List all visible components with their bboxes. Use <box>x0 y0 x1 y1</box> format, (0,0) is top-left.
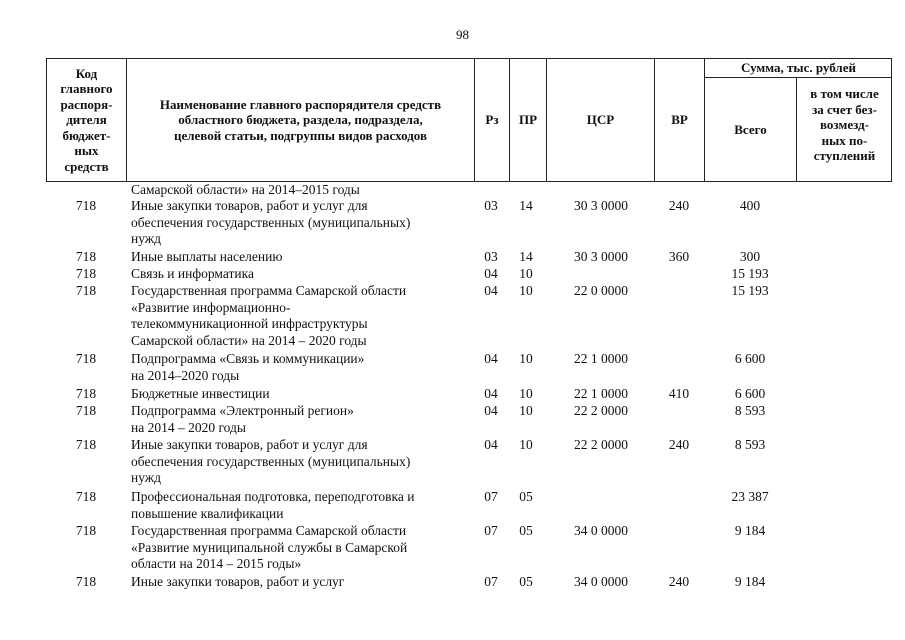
row-code: 718 <box>75 489 97 504</box>
row-rz: 04 <box>484 351 498 366</box>
row-name <box>131 386 473 403</box>
row-code: 718 <box>75 283 97 298</box>
header-name <box>127 59 474 181</box>
row-sum: 300 <box>739 249 761 264</box>
row-rz: 04 <box>484 283 498 298</box>
row-name <box>131 249 473 266</box>
header-rz: Рз <box>485 112 499 128</box>
row-sum: 9 184 <box>734 523 766 538</box>
header-code-line: дителя <box>66 112 107 128</box>
row-csr: 22 0 0000 <box>574 283 628 298</box>
row-pr: 14 <box>519 198 533 213</box>
header-free-line: ступлений <box>813 148 876 163</box>
row-name <box>131 283 473 349</box>
row-pr: 10 <box>519 283 533 298</box>
header-name-line: целевой статьи, подгруппы видов расходов <box>173 127 427 143</box>
row-name-line: Подпрограмма «Связь и коммуникации» <box>131 351 365 366</box>
header-total: Всего <box>734 121 767 137</box>
row-name-line: нужд <box>131 231 161 246</box>
row-pr: 10 <box>519 266 533 281</box>
row-name-line: Подпрограмма «Электронный регион» <box>131 403 354 418</box>
row-vr: 410 <box>668 386 690 401</box>
row-rz: 04 <box>484 386 498 401</box>
row-code: 718 <box>75 574 97 589</box>
header-vr: ВР <box>671 112 688 128</box>
row-pr: 05 <box>519 523 533 538</box>
row-pr: 10 <box>519 403 533 418</box>
row-vr: 240 <box>668 198 690 213</box>
row-name-line: области на 2014 – 2015 годы» <box>131 556 302 571</box>
header-free-line: ных по- <box>821 132 868 148</box>
row-rz: 04 <box>484 437 498 452</box>
row-name-line: Государственная программа Самарской области <box>131 283 407 298</box>
row-name <box>131 182 473 199</box>
row-sum: 9 184 <box>734 574 766 589</box>
row-rz: 07 <box>484 574 498 589</box>
row-name-line: повышение квалификации <box>131 505 284 521</box>
header-free <box>797 78 892 181</box>
row-name-line: Иные закупки товаров, работ и услуг для <box>131 198 368 213</box>
header-sum-group: Сумма, тыс. рублей <box>741 60 856 76</box>
row-name-line: Бюджетные инвестиции <box>131 386 270 401</box>
header-code-line: главного <box>60 81 113 97</box>
row-csr: 30 3 0000 <box>574 198 628 213</box>
row-csr: 22 2 0000 <box>574 403 628 418</box>
row-name-line: обеспечения государственных (муниципальных) <box>131 453 411 469</box>
row-csr: 22 1 0000 <box>574 386 628 401</box>
row-sum: 6 600 <box>734 386 766 401</box>
row-name <box>131 523 473 573</box>
row-pr: 10 <box>519 437 533 452</box>
row-name-line: Связь и информатика <box>131 266 254 281</box>
row-code: 718 <box>75 351 97 366</box>
row-name-line: нужд <box>131 470 161 485</box>
row-sum: 15 193 <box>731 266 769 281</box>
row-pr: 14 <box>519 249 533 264</box>
row-name-line: Самарской области» на 2014 – 2020 годы <box>131 332 367 348</box>
row-name-line: телекоммуникационной инфраструктуры <box>131 316 368 331</box>
table-header <box>46 58 892 182</box>
row-sum: 400 <box>739 198 761 213</box>
row-sum: 8 593 <box>734 437 766 452</box>
row-name <box>131 574 473 591</box>
row-pr: 05 <box>519 489 533 504</box>
row-csr: 30 3 0000 <box>574 249 628 264</box>
header-free-line: возмезд- <box>820 117 869 132</box>
row-csr: 34 0 0000 <box>574 523 628 538</box>
row-pr: 05 <box>519 574 533 589</box>
row-name <box>131 351 473 384</box>
row-rz: 07 <box>484 489 498 504</box>
row-name <box>131 489 473 522</box>
row-name-line: Государственная программа Самарской области <box>131 523 407 538</box>
page-number: 98 <box>456 27 469 42</box>
row-name-line: «Развитие информационно- <box>131 299 291 315</box>
row-name-line: на 2014–2020 годы <box>131 367 240 383</box>
row-name-line: обеспечения государственных (муниципальных) <box>131 214 411 230</box>
header-code-line: бюджет- <box>62 127 111 143</box>
header-name-line: Наименование главного распорядителя средств <box>159 96 442 112</box>
row-rz: 03 <box>484 249 498 264</box>
row-name <box>131 266 473 283</box>
row-csr: 34 0 0000 <box>574 574 628 589</box>
row-rz: 07 <box>484 523 498 538</box>
row-name-line: на 2014 – 2020 годы <box>131 419 246 435</box>
header-code-line: средств <box>64 158 109 174</box>
row-code: 718 <box>75 403 97 418</box>
row-csr: 22 1 0000 <box>574 351 628 366</box>
row-sum: 6 600 <box>734 351 766 366</box>
row-name <box>131 437 473 487</box>
row-name-line: Иные закупки товаров, работ и услуг <box>131 574 345 589</box>
row-rz: 04 <box>484 403 498 418</box>
row-pr: 10 <box>519 351 533 366</box>
row-vr: 240 <box>668 437 690 452</box>
header-pr: ПР <box>518 112 538 128</box>
row-code: 718 <box>75 249 97 264</box>
row-rz: 03 <box>484 198 498 213</box>
row-name <box>131 198 473 248</box>
row-code: 718 <box>75 523 97 538</box>
row-code: 718 <box>75 386 97 401</box>
header-name-line: областного бюджета, раздела, подраздела, <box>178 112 423 128</box>
row-vr: 360 <box>668 249 690 264</box>
row-name <box>131 403 473 436</box>
header-code-line: Код <box>75 65 98 81</box>
header-free-line: в том числе <box>810 86 879 101</box>
row-name-line: Иные выплаты населению <box>131 249 283 264</box>
row-sum: 15 193 <box>731 283 769 298</box>
row-csr: 22 2 0000 <box>574 437 628 452</box>
row-name-line: Иные закупки товаров, работ и услуг для <box>131 437 368 452</box>
row-rz: 04 <box>484 266 498 281</box>
row-pr: 10 <box>519 386 533 401</box>
header-code-line: ных <box>74 143 99 159</box>
row-name-line: Самарской области» на 2014–2015 годы <box>131 182 360 197</box>
header-free-line: за счет без- <box>812 101 877 117</box>
row-sum: 23 387 <box>731 489 769 504</box>
row-code: 718 <box>75 437 97 452</box>
row-vr: 240 <box>668 574 690 589</box>
row-sum: 8 593 <box>734 403 766 418</box>
row-name-line: «Развитие муниципальной службы в Самарской <box>131 539 408 555</box>
header-csr: ЦСР <box>586 112 615 128</box>
header-code-line: распоря- <box>60 96 113 112</box>
row-code: 718 <box>75 198 97 213</box>
header-code <box>47 59 126 181</box>
row-name-line: Профессиональная подготовка, переподготовка и <box>131 489 415 504</box>
row-code: 718 <box>75 266 97 281</box>
